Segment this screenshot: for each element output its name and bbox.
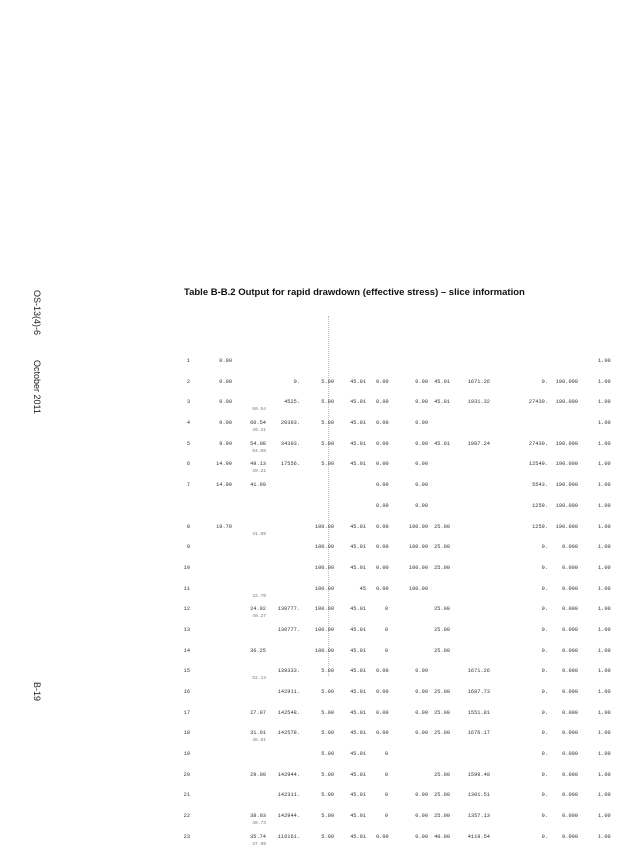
table-cell-a: 45.01 [350, 689, 366, 695]
table-cell-no: 4 [186, 420, 190, 427]
table-row [180, 396, 618, 417]
table-cell-g: 190.000 [555, 482, 578, 489]
table-row [180, 645, 618, 666]
table-cell-n: 25.00 [434, 689, 450, 695]
table-subcell: 40.27 [252, 614, 266, 620]
table-cell-w: 142944. [277, 813, 300, 820]
table-cell-n: 25.00 [434, 523, 450, 530]
table-cell-n: 25.00 [434, 544, 450, 551]
table-cell-c: 0.00 [376, 378, 389, 385]
table-cell-a: 45.01 [350, 461, 366, 468]
table-cell-a: 45.01 [350, 420, 366, 427]
table-cell-s: 1987.24 [467, 440, 490, 447]
table-row [180, 458, 618, 479]
table-cell-n: 25.00 [434, 730, 450, 737]
table-cell-n: 45.01 [434, 399, 450, 406]
table-cell-n: 25.00 [434, 564, 450, 571]
table-cell-e: 1.00 [598, 399, 611, 406]
table-cell-e: 1.00 [598, 523, 611, 530]
table-row [180, 355, 618, 376]
table-cell-b: 5.00 [321, 709, 334, 716]
table-cell-g: 0.000 [562, 585, 578, 592]
table-cell-f: 12549. [528, 461, 548, 468]
table-cell-no: 12 [183, 606, 190, 613]
table-cell-b: 5.00 [321, 461, 334, 468]
document-id: OS-13(4)-6 [32, 290, 42, 336]
table-cell-s: 1671.26 [467, 668, 490, 675]
table-cell-c: 0 [384, 792, 388, 799]
table-cell-n: 25.00 [434, 647, 450, 654]
table-cell-w: 142911. [277, 689, 300, 695]
table-cell-b: 100.00 [314, 523, 334, 530]
table-cell-s: 1687.73 [467, 689, 490, 695]
table-cell-f: 0. [541, 792, 548, 799]
table-cell-e: 1.00 [598, 482, 611, 489]
table-cell-g: 0.000 [562, 833, 578, 840]
table-subcell: 54.08 [252, 448, 266, 454]
table-cell-no: 11 [183, 585, 190, 592]
table-cell-w: 4525. [284, 399, 300, 406]
table-cell-b: 5.00 [321, 771, 334, 778]
table-cell-no: 16 [183, 689, 190, 695]
table-cell-b: 5.00 [321, 668, 334, 675]
table-cell-w: 116161. [277, 833, 300, 840]
table-row [180, 417, 618, 438]
table-cell-w: 130777. [277, 606, 300, 613]
table-cell-g: 0.000 [562, 813, 578, 820]
table-row [180, 831, 618, 852]
table-cell-c: 0.00 [376, 544, 389, 551]
table-cell-u: 0.00 [415, 813, 428, 820]
table-cell-f: 0. [541, 813, 548, 820]
table-cell-w: 20393. [280, 420, 300, 427]
table-cell-u: 100.00 [408, 523, 428, 530]
table-cell-u: 100.00 [408, 564, 428, 571]
table-cell-b: 5.00 [321, 833, 334, 840]
table-row [180, 810, 618, 831]
table-cell-y: 38.03 [250, 813, 266, 820]
table-cell-b: 100.00 [314, 626, 334, 633]
table-row [180, 479, 618, 500]
table-cell-n: 25.00 [434, 709, 450, 716]
table-cell-f: 0. [541, 378, 548, 385]
table-cell-w: 142311. [277, 792, 300, 799]
table-cell-a: 45.01 [350, 813, 366, 820]
slice-table [180, 355, 618, 852]
table-cell-b: 100.00 [314, 606, 334, 613]
table-cell-x: 0.00 [219, 378, 232, 385]
table-cell-f: 1259. [532, 502, 548, 509]
table-row [180, 583, 618, 604]
table-cell-a: 45.01 [350, 647, 366, 654]
table-cell-w: 142944. [277, 771, 300, 778]
table-cell-c: 0 [384, 606, 388, 613]
table-cell-e: 1.00 [598, 751, 611, 758]
table-subcell: 41.99 [252, 531, 266, 537]
table-cell-c: 0.00 [376, 523, 389, 530]
table-cell-e: 1.00 [598, 730, 611, 737]
table-row [180, 521, 618, 542]
table-cell-c: 0.00 [376, 564, 389, 571]
table-cell-a: 45.01 [350, 668, 366, 675]
table-cell-y: 27.07 [250, 709, 266, 716]
table-subcell: 48.01 [252, 738, 266, 744]
table-cell-s: 1551.81 [467, 709, 490, 716]
table-cell-s: 1301.51 [467, 792, 490, 799]
table-cell-y: 31.01 [250, 730, 266, 737]
table-cell-w: 142548. [277, 709, 300, 716]
table-row [180, 541, 618, 562]
table-cell-g: 190.000 [555, 399, 578, 406]
table-cell-x: 0.00 [219, 420, 232, 427]
table-cell-no: 3 [186, 399, 190, 406]
table-cell-b: 5.00 [321, 730, 334, 737]
table-row [180, 624, 618, 645]
table-cell-u: 0.00 [415, 709, 428, 716]
table-cell-x: 9.99 [219, 440, 232, 447]
table-cell-f: 0. [541, 668, 548, 675]
table-cell-f: 27430. [528, 440, 548, 447]
table-cell-b: 5.00 [321, 792, 334, 799]
table-cell-a: 45.01 [350, 792, 366, 799]
table-row [180, 727, 618, 748]
table-cell-y: 49.13 [250, 461, 266, 468]
table-cell-u: 0.00 [415, 792, 428, 799]
table-cell-no: 15 [183, 668, 190, 675]
table-cell-c: 0 [384, 626, 388, 633]
table-cell-w: 17556. [280, 461, 300, 468]
table-cell-a: 45.01 [350, 564, 366, 571]
table-cell-g: 0.000 [562, 751, 578, 758]
table-cell-no: 17 [183, 709, 190, 716]
table-cell-g: 0.000 [562, 709, 578, 716]
table-cell-f: 0. [541, 606, 548, 613]
table-subcell: 32.70 [252, 593, 266, 599]
table-cell-y: 60.54 [250, 420, 266, 427]
table-cell-n: 45.01 [434, 440, 450, 447]
table-cell-a: 45.01 [350, 440, 366, 447]
table-subcell: 49.21 [252, 428, 266, 434]
table-cell-a: 45.01 [350, 626, 366, 633]
table-cell-no: 10 [183, 564, 190, 571]
table-cell-c: 0 [384, 771, 388, 778]
table-cell-g: 190.000 [555, 461, 578, 468]
table-row [180, 769, 618, 790]
table-cell-x: 19.79 [216, 523, 232, 530]
table-cell-no: 7 [186, 482, 190, 489]
table-cell-c: 0 [384, 647, 388, 654]
table-cell-e: 1.00 [598, 564, 611, 571]
table-cell-no: 23 [183, 833, 190, 840]
table-cell-c: 0.00 [376, 585, 389, 592]
table-cell-e: 1.00 [598, 709, 611, 716]
table-row [180, 707, 618, 728]
table-row [180, 376, 618, 397]
table-cell-c: 0.00 [376, 482, 389, 489]
table-cell-a: 45.01 [350, 751, 366, 758]
table-cell-a: 45.01 [350, 771, 366, 778]
table-cell-y: 24.02 [250, 606, 266, 613]
table-cell-a: 45.01 [350, 399, 366, 406]
table-row [180, 562, 618, 583]
table-cell-u: 0.00 [415, 420, 428, 427]
table-subcell: 40.73 [252, 821, 266, 827]
table-cell-g: 190.000 [555, 378, 578, 385]
table-cell-b: 100.00 [314, 647, 334, 654]
table-cell-u: 100.00 [408, 585, 428, 592]
table-cell-y: 29.00 [250, 771, 266, 778]
table-cell-a: 45.01 [350, 378, 366, 385]
table-cell-y: 41.99 [250, 482, 266, 489]
table-header-faded [180, 308, 618, 350]
table-cell-b: 5.00 [321, 751, 334, 758]
table-cell-f: 0. [541, 709, 548, 716]
table-cell-b: 100.00 [314, 544, 334, 551]
table-cell-no: 22 [183, 813, 190, 820]
table-cell-n: 25.00 [434, 626, 450, 633]
table-cell-u: 0.00 [415, 668, 428, 675]
table-subcell: 37.99 [252, 841, 266, 847]
table-cell-f: 0. [541, 585, 548, 592]
table-cell-no: 18 [183, 730, 190, 737]
table-cell-x: 0.00 [219, 358, 232, 364]
table-cell-e: 1.00 [598, 502, 611, 509]
table-cell-no: 19 [183, 751, 190, 758]
table-cell-c: 0.00 [376, 440, 389, 447]
table-cell-e: 1.00 [598, 833, 611, 840]
table-cell-s: 1671.26 [467, 378, 490, 385]
table-cell-g: 0.000 [562, 606, 578, 613]
table-cell-g: 0.000 [562, 647, 578, 654]
table-cell-e: 1.00 [598, 668, 611, 675]
table-cell-e: 1.00 [598, 440, 611, 447]
table-cell-e: 1.00 [598, 606, 611, 613]
table-cell-x: 14.99 [216, 461, 232, 468]
table-cell-c: 0.00 [376, 709, 389, 716]
table-cell-u: 0.00 [415, 833, 428, 840]
table-cell-u: 0.00 [415, 440, 428, 447]
table-cell-no: 2 [186, 378, 190, 385]
table-cell-u: 0.00 [415, 378, 428, 385]
table-subcell: 52.13 [252, 676, 266, 682]
table-cell-f: 1259. [532, 523, 548, 530]
table-cell-b: 100.00 [314, 585, 334, 592]
table-cell-e: 1.00 [598, 813, 611, 820]
table-cell-f: 27430. [528, 399, 548, 406]
table-cell-b: 5.00 [321, 378, 334, 385]
table-cell-n: 25.00 [434, 771, 450, 778]
table-cell-a: 45.01 [350, 730, 366, 737]
table-cell-f: 0. [541, 544, 548, 551]
table-cell-e: 1.00 [598, 689, 611, 695]
table-cell-no: 14 [183, 647, 190, 654]
table-cell-u: 0.00 [415, 730, 428, 737]
table-cell-no: 1 [186, 358, 190, 364]
table-cell-f: 5543. [532, 482, 548, 489]
table-cell-c: 0.00 [376, 461, 389, 468]
table-cell-e: 1.00 [598, 461, 611, 468]
table-cell-f: 0. [541, 833, 548, 840]
table-cell-c: 0.00 [376, 730, 389, 737]
page-number: B-19 [32, 682, 42, 702]
table-cell-e: 1.00 [598, 792, 611, 799]
table-cell-b: 5.00 [321, 689, 334, 695]
table-cell-f: 0. [541, 564, 548, 571]
table-cell-f: 0. [541, 771, 548, 778]
table-cell-b: 5.00 [321, 420, 334, 427]
table-cell-u: 0.00 [415, 689, 428, 695]
table-cell-e: 1.00 [598, 585, 611, 592]
table-cell-no: 6 [186, 461, 190, 468]
table-cell-u: 0.00 [415, 399, 428, 406]
table-cell-b: 5.00 [321, 399, 334, 406]
table-cell-w: 34393. [280, 440, 300, 447]
table-cell-b: 5.00 [321, 440, 334, 447]
table-cell-u: 100.00 [408, 544, 428, 551]
table-cell-c: 0.00 [376, 502, 389, 509]
table-cell-b: 100.00 [314, 564, 334, 571]
table-cell-u: 0.00 [415, 461, 428, 468]
document-date: October 2011 [32, 360, 42, 414]
table-cell-n: 25.00 [434, 792, 450, 799]
table-cell-n: 40.00 [434, 833, 450, 840]
table-cell-u: 0.00 [415, 502, 428, 509]
table-cell-e: 1.00 [598, 378, 611, 385]
table-cell-a: 45.01 [350, 544, 366, 551]
table-cell-u: 0.00 [415, 482, 428, 489]
table-cell-s: 1357.13 [467, 813, 490, 820]
table-cell-g: 190.000 [555, 440, 578, 447]
table-cell-w: 0. [293, 378, 300, 385]
table-cell-c: 0 [384, 813, 388, 820]
table-cell-g: 0.000 [562, 564, 578, 571]
table-cell-g: 0.000 [562, 730, 578, 737]
table-cell-c: 0.00 [376, 399, 389, 406]
table-cell-g: 0.000 [562, 544, 578, 551]
table-cell-a: 45.01 [350, 833, 366, 840]
table-cell-f: 0. [541, 689, 548, 695]
table-cell-c: 0.00 [376, 833, 389, 840]
table-row [180, 748, 618, 769]
table-cell-f: 0. [541, 626, 548, 633]
table-cell-f: 0. [541, 730, 548, 737]
table-cell-b: 5.00 [321, 813, 334, 820]
table-cell-s: 1599.40 [467, 771, 490, 778]
table-cell-c: 0.00 [376, 420, 389, 427]
table-cell-no: 21 [183, 792, 190, 799]
table-cell-c: 0.00 [376, 668, 389, 675]
table-cell-s: 1676.17 [467, 730, 490, 737]
table-row [180, 438, 618, 459]
table-row [180, 603, 618, 624]
table-cell-e: 1.00 [598, 544, 611, 551]
table-cell-e: 1.00 [598, 626, 611, 633]
table-title: Table B-B.2 Output for rapid drawdown (effective stress) – slice information [184, 287, 525, 298]
table-cell-g: 0.000 [562, 668, 578, 675]
table-cell-a: 45 [359, 585, 366, 592]
table-cell-n: 25.00 [434, 813, 450, 820]
table-cell-e: 1.00 [598, 358, 611, 364]
table-cell-n: 25.00 [434, 606, 450, 613]
table-row [180, 500, 618, 521]
table-cell-g: 0.000 [562, 626, 578, 633]
table-cell-n: 45.01 [434, 378, 450, 385]
table-subcell: 60.54 [252, 407, 266, 413]
table-cell-s: 4119.54 [467, 833, 490, 840]
table-cell-e: 1.00 [598, 771, 611, 778]
table-cell-no: 8 [186, 523, 190, 530]
table-cell-g: 0.000 [562, 771, 578, 778]
table-cell-no: 20 [183, 771, 190, 778]
table-cell-no: 5 [186, 440, 190, 447]
table-cell-w: 130777. [277, 626, 300, 633]
table-cell-no: 9 [186, 544, 190, 551]
table-cell-c: 0.00 [376, 689, 389, 695]
table-cell-e: 1.00 [598, 647, 611, 654]
table-subcell: 49.21 [252, 469, 266, 475]
table-cell-a: 45.01 [350, 523, 366, 530]
table-cell-y: 36.25 [250, 647, 266, 654]
table-cell-g: 190.000 [555, 523, 578, 530]
table-cell-no: 13 [183, 626, 190, 633]
table-cell-x: 14.99 [216, 482, 232, 489]
table-cell-c: 0 [384, 751, 388, 758]
table-cell-f: 0. [541, 647, 548, 654]
table-cell-w: 142578. [277, 730, 300, 737]
table-cell-y: 35.74 [250, 833, 266, 840]
table-cell-w: 139333. [277, 668, 300, 675]
table-cell-g: 0.000 [562, 792, 578, 799]
table-cell-e: 1.00 [598, 420, 611, 427]
table-cell-f: 0. [541, 751, 548, 758]
table-cell-a: 45.01 [350, 709, 366, 716]
table-cell-g: 190.000 [555, 502, 578, 509]
table-cell-a: 45.01 [350, 606, 366, 613]
table-cell-s: 1931.32 [467, 399, 490, 406]
table-cell-x: 0.00 [219, 399, 232, 406]
table-row [180, 665, 618, 686]
table-row [180, 686, 618, 707]
page-margin [0, 0, 78, 800]
table-cell-g: 0.000 [562, 689, 578, 695]
table-cell-y: 54.08 [250, 440, 266, 447]
